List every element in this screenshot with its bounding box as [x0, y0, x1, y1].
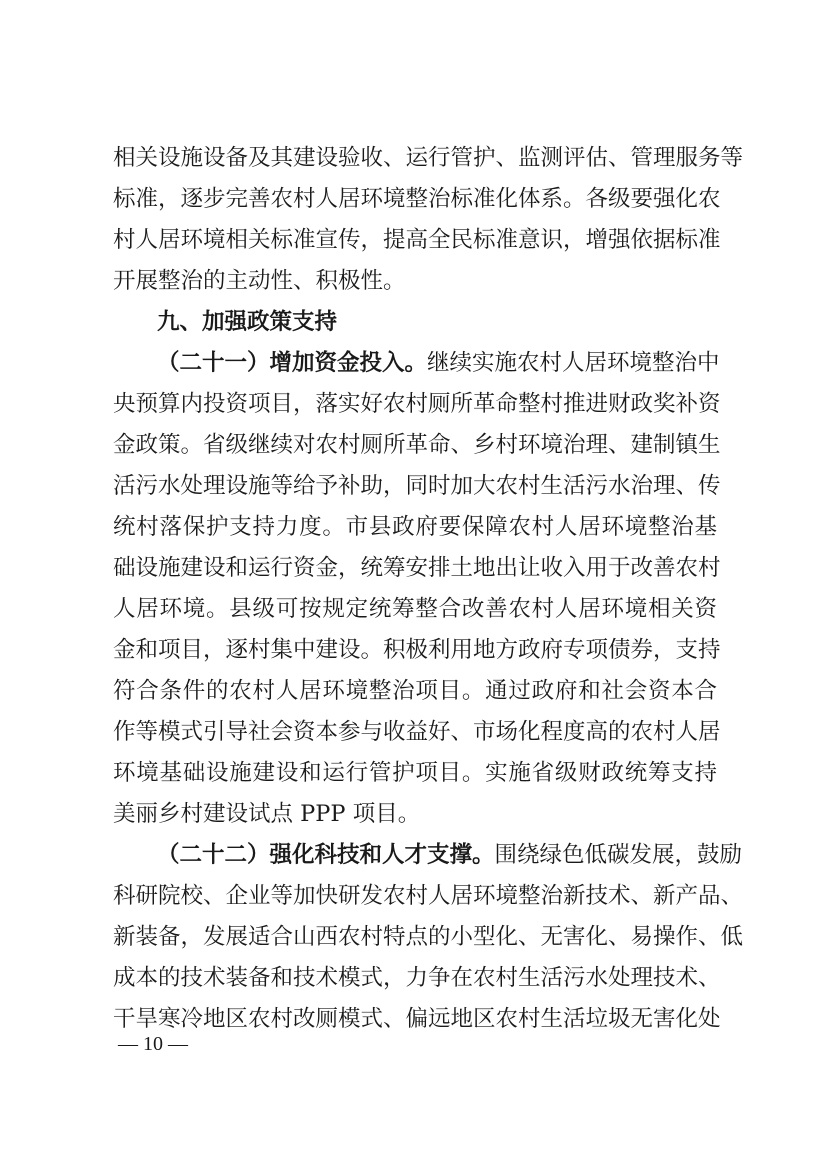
line-text: 继续实施农村人居环境整治中 [427, 350, 720, 376]
paragraph-line-4 [113, 264, 717, 298]
paragraph-line-7 [113, 387, 721, 421]
page-number: — 10 — [118, 1033, 188, 1055]
paragraph-line-8 [113, 428, 721, 462]
line-text: 金和项目，逐村集中建设。积极利用地方政府专项债券，支持 [113, 637, 721, 663]
line-text: 开展整治的主动性、积极性。 [113, 268, 406, 294]
paragraph-line-6 [157, 346, 720, 380]
section-heading [157, 305, 717, 339]
section-heading-text: 九、加强政策支持 [157, 309, 338, 335]
line-text: 金政策。省级继续对农村厕所革命、乡村环境治理、建制镇生 [113, 432, 721, 458]
paragraph-line-1 [113, 141, 744, 175]
paragraph-line-16 [113, 756, 717, 790]
paragraph-line-22 [113, 1002, 721, 1036]
line-text: 围绕绿色低碳发展，鼓励 [494, 842, 743, 868]
subsection-lead: （二十二）强化科技和人才支撑。 [157, 842, 495, 868]
paragraph-line-15 [113, 715, 721, 749]
line-text: 美丽乡村建设试点 PPP 项目。 [113, 801, 421, 827]
line-text: 相关设施设备及其建设验收、运行管护、监测评估、管理服务等 [113, 145, 744, 171]
paragraph-line-10 [113, 510, 717, 544]
subsection-lead: （二十一）增加资金投入。 [157, 350, 428, 376]
paragraph-line-17 [113, 797, 717, 831]
line-text: 活污水处理设施等给予补助，同时加大农村生活污水治理、传 [113, 473, 721, 499]
line-text: 标准，逐步完善农村人居环境整治标准化体系。各级要强化农 [113, 186, 721, 212]
line-text: 科研院校、企业等加快研发农村人居环境整治新技术、新产品、 [113, 883, 744, 909]
paragraph-line-14 [113, 674, 717, 708]
line-text: 础设施建设和运行资金，统筹安排土地出让收入用于改善农村 [113, 555, 721, 581]
line-text: 干旱寒冷地区农村改厕模式、偏远地区农村生活垃圾无害化处 [113, 1006, 721, 1032]
paragraph-line-19 [113, 879, 744, 913]
paragraph-line-12 [113, 592, 717, 626]
line-text: 央预算内投资项目，落实好农村厕所革命整村推进财政奖补资 [113, 391, 721, 417]
line-text: 符合条件的农村人居环境整治项目。通过政府和社会资本合 [113, 678, 717, 704]
paragraph-line-2 [113, 182, 721, 216]
paragraph-line-20 [113, 920, 744, 954]
line-text: 成本的技术装备和技术模式，力争在农村生活污水处理技术、 [113, 965, 721, 991]
line-text: 人居环境。县级可按规定统筹整合改善农村人居环境相关资 [113, 596, 717, 622]
paragraph-line-9 [113, 469, 721, 503]
paragraph-line-18 [157, 838, 743, 872]
line-text: 作等模式引导社会资本参与收益好、市场化程度高的农村人居 [113, 719, 721, 745]
line-text: 环境基础设施建设和运行管护项目。实施省级财政统筹支持 [113, 760, 717, 786]
paragraph-line-11 [113, 551, 721, 585]
paragraph-line-13 [113, 633, 721, 667]
paragraph-line-3 [113, 223, 721, 257]
paragraph-line-21 [113, 961, 721, 995]
line-text: 新装备，发展适合山西农村特点的小型化、无害化、易操作、低 [113, 924, 744, 950]
line-text: 村人居环境相关标准宣传，提高全民标准意识，增强依据标准 [113, 227, 721, 253]
line-text: 统村落保护支持力度。市县政府要保障农村人居环境整治基 [113, 514, 717, 540]
